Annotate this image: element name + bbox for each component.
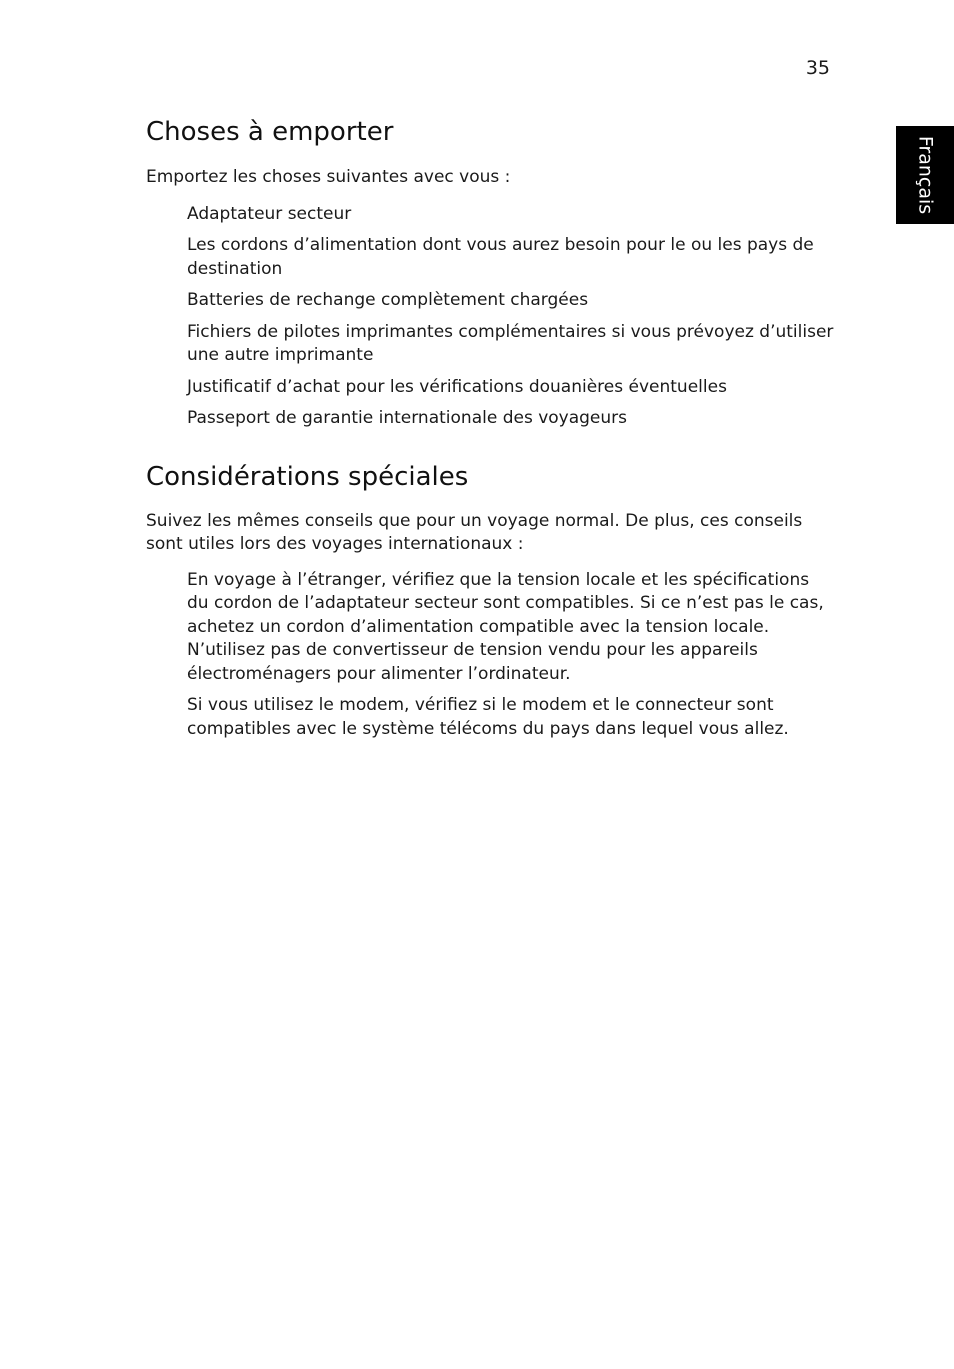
list-item: Passeport de garantie internationale des voyageurs	[187, 408, 628, 428]
items-list	[146, 203, 836, 431]
list-item: Batteries de rechange complètement chargées	[187, 290, 589, 310]
list-item: Adaptateur secteur	[187, 203, 352, 224]
language-side-tab	[896, 126, 954, 224]
list-item: En voyage à l’étranger, vérifiez que la tension locale et les spécifications du cordon de l’adaptateur secteur sont compatibles. Si ce n’est pas le cas, achetez un cordon d’alimentation compatible avec la tension locale. N’utilisez pas de convertisseur de tension vendu pour les appareils électroménagers pour alimenter l’ordinateur.	[187, 569, 824, 684]
language-tab-label: Français	[914, 135, 937, 215]
items-list	[146, 569, 836, 742]
list-item: Si vous utilisez le modem, vérifiez si le modem et le connecteur sont compatibles avec le système télécoms du pays dans lequel vous allez.	[187, 695, 789, 739]
section-things-to-bring	[146, 114, 836, 431]
section-intro: Emportez les choses suivantes avec vous :	[146, 167, 511, 187]
section-heading: Choses à emporter	[146, 117, 394, 147]
list-item: Les cordons d’alimentation dont vous aurez besoin pour le ou les pays de destination	[187, 235, 814, 279]
section-heading: Considérations spéciales	[146, 461, 469, 492]
page-number: 35	[805, 57, 830, 79]
list-item: Justificatif d’achat pour les vérifications douanières éventuelles	[187, 376, 727, 397]
section-intro: Suivez les mêmes conseils que pour un voyage normal. De plus, ces conseils sont utiles lors des voyages internationaux :	[146, 510, 803, 554]
page-content	[146, 114, 836, 749]
list-item: Fichiers de pilotes imprimantes complémentaires si vous prévoyez d’utiliser une autre imprimante	[187, 321, 834, 365]
section-special-considerations	[146, 459, 836, 742]
